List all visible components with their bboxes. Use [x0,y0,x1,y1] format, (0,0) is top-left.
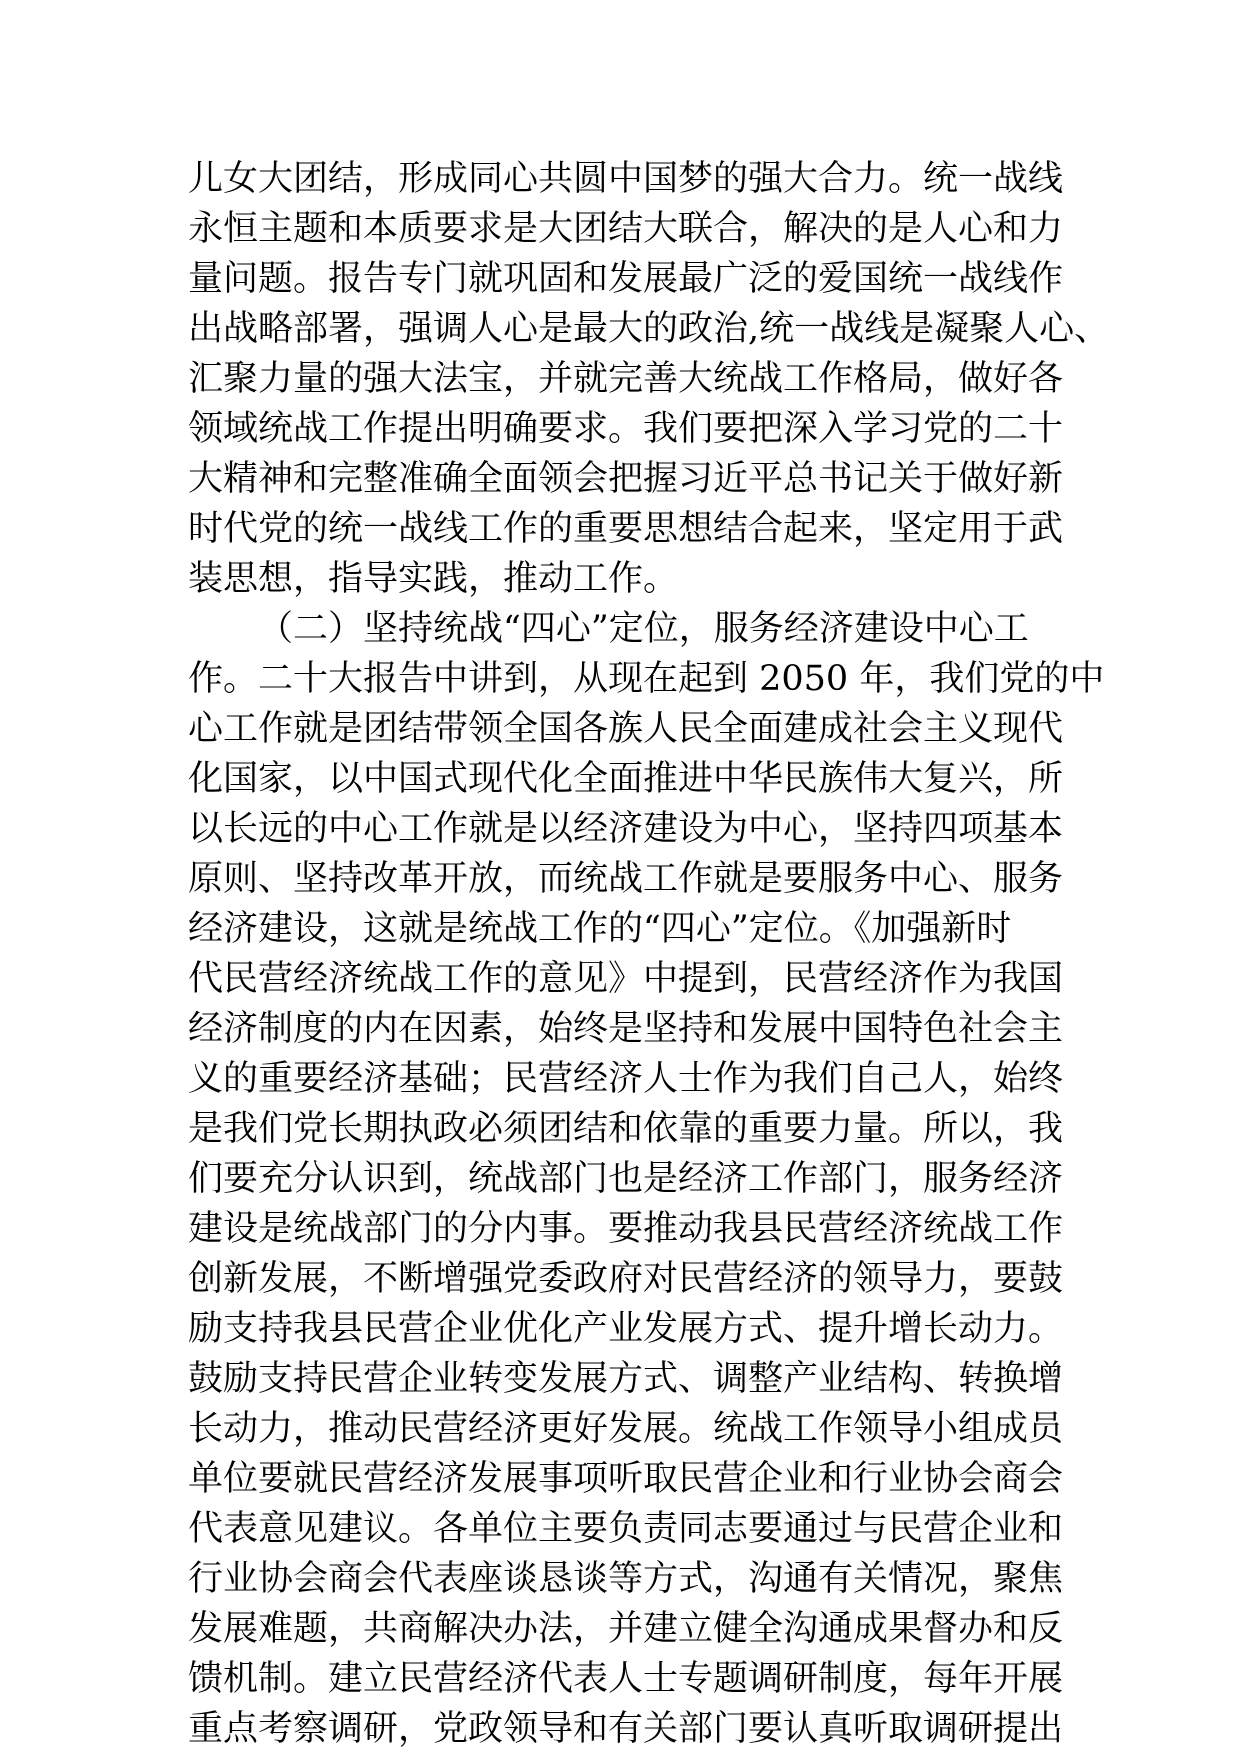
text-line: 代表意见建议。各单位主要负责同志要通过与民营企业和 [188,1509,1064,1549]
text-line: 发展难题，共商解决办法，并建立健全沟通成果督办和反 [188,1609,1064,1649]
text-line: 心工作就是团结带领全国各族人民全面建成社会主义现代 [188,709,1064,749]
text-line: 儿女大团结，形成同心共圆中国梦的强大合力。统一战线 [188,159,1064,199]
text-line: 长动力，推动民营经济更好发展。统战工作领导小组成员 [188,1409,1064,1449]
text-line: 经济建设，这就是统战工作的“四心”定位。《加强新时 [188,909,1012,949]
body-text [188,154,1110,1754]
text-line: 是我们党长期执政必须团结和依靠的重要力量。所以，我 [188,1109,1064,1149]
text-line: 创新发展，不断增强党委政府对民营经济的领导力，要鼓 [188,1259,1064,1299]
text-line: 时代党的统一战线工作的重要思想结合起来，坚定用于武 [188,509,1064,549]
text-line: 装思想，指导实践，推动工作。 [188,559,679,599]
text-line: 鼓励支持民营企业转变发展方式、调整产业结构、转换增 [188,1359,1064,1399]
text-line: 永恒主题和本质要求是大团结大联合，解决的是人心和力 [188,209,1064,249]
text-line: 出战略部署，强调人心是最大的政治,统一战线是凝聚人心、 [188,309,1110,349]
text-line: 原则、坚持改革开放，而统战工作就是要服务中心、服务 [188,859,1064,899]
section-heading-line: （二）坚持统战“四心”定位，服务经济建设中心工 [258,609,1029,649]
text-line: 馈机制。建立民营经济代表人士专题调研制度，每年开展 [188,1659,1064,1699]
text-line: 们要充分认识到，统战部门也是经济工作部门，服务经济 [188,1159,1064,1199]
text-line: 重点考察调研，党政领导和有关部门要认真听取调研提出 [188,1709,1064,1749]
text-line: 单位要就民营经济发展事项听取民营企业和行业协会商会 [188,1459,1064,1499]
text-line: 行业协会商会代表座谈恳谈等方式，沟通有关情况，聚焦 [188,1559,1064,1599]
text-line: 领域统战工作提出明确要求。我们要把深入学习党的二十 [188,409,1064,449]
text-line: 量问题。报告专门就巩固和发展最广泛的爱国统一战线作 [188,259,1064,299]
text-line: 经济制度的内在因素，始终是坚持和发展中国特色社会主 [188,1009,1064,1049]
text-line: 建设是统战部门的分内事。要推动我县民营经济统战工作 [188,1209,1064,1249]
text-line: 代民营经济统战工作的意见》中提到，民营经济作为我国 [188,959,1064,999]
text-line: 汇聚力量的强大法宝，并就完善大统战工作格局，做好各 [188,359,1064,399]
text-line: 励支持我县民营企业优化产业发展方式、提升增长动力。 [188,1309,1064,1349]
text-line: 大精神和完整准确全面领会把握习近平总书记关于做好新 [188,459,1064,499]
text-line: 义的重要经济基础；民营经济人士作为我们自己人，始终 [188,1059,1064,1099]
text-line: 化国家，以中国式现代化全面推进中华民族伟大复兴，所 [188,759,1064,799]
text-line: 以长远的中心工作就是以经济建设为中心，坚持四项基本 [188,809,1064,849]
text-line: 作。二十大报告中讲到，从现在起到 2050 年，我们党的中 [188,659,1105,699]
